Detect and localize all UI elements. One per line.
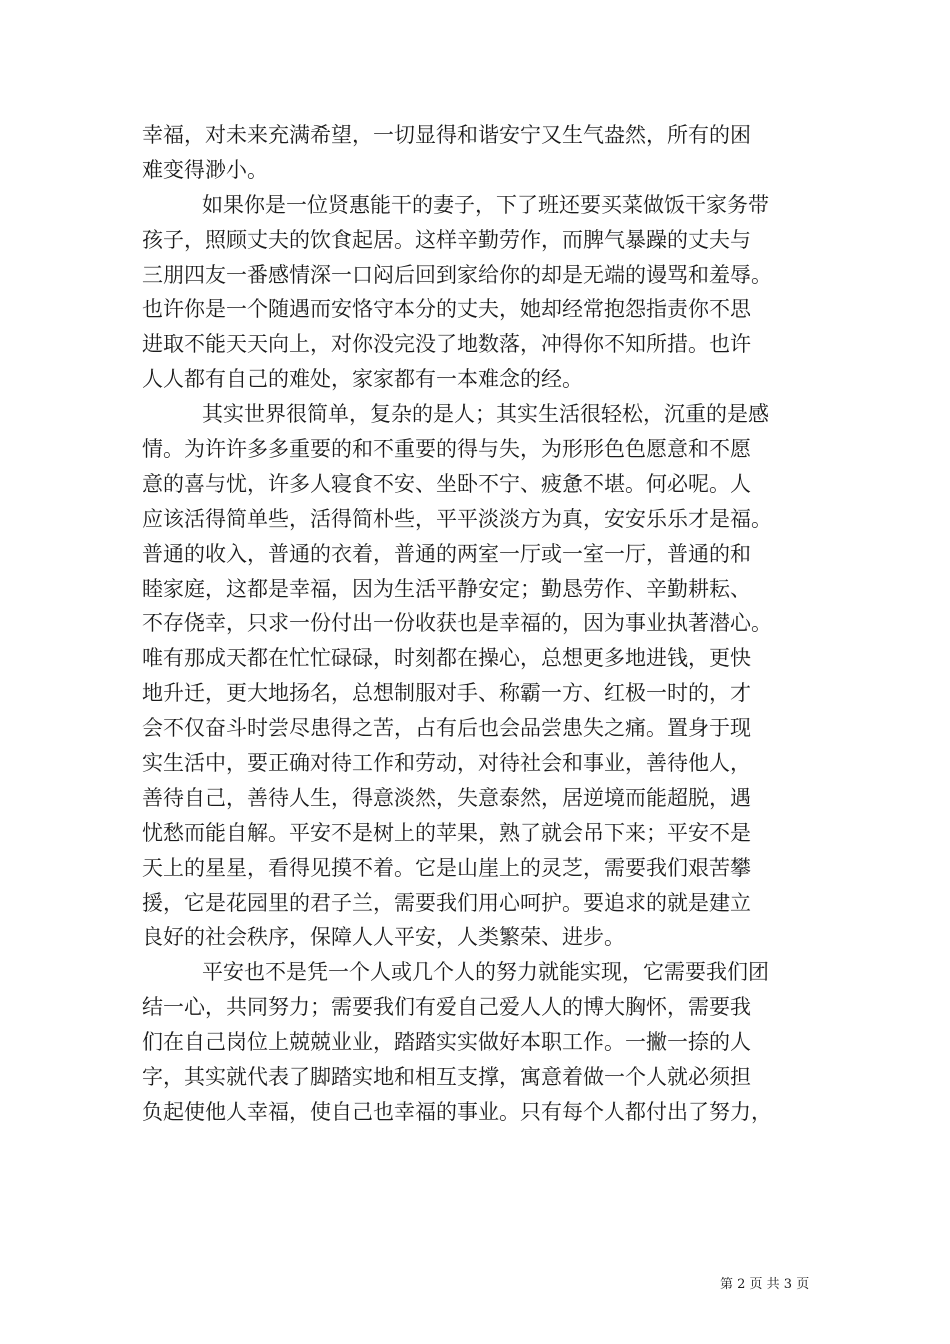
document-body	[142, 118, 812, 1130]
text-line: 人人都有自己的难处，家家都有一本难念的经。	[142, 367, 583, 392]
text-line: 其实世界很简单，复杂的是人；其实生活很轻松，沉重的是感	[202, 402, 769, 427]
text-line: 会不仅奋斗时尝尽患得之苦，占有后也会品尝患失之痛。置身于现	[142, 716, 751, 741]
text-line: 不存侥幸，只求一份付出一份收获也是幸福的，因为事业执著潜心。	[142, 611, 772, 636]
text-line: 们在自己岗位上兢兢业业，踏踏实实做好本职工作。一撇一捺的人	[142, 1030, 751, 1055]
paragraph	[142, 118, 812, 188]
paragraph	[142, 955, 812, 1129]
text-line: 平安也不是凭一个人或几个人的努力就能实现，它需要我们团	[202, 960, 769, 985]
text-line: 也许你是一个随遇而安恪守本分的丈夫，她却经常抱怨指责你不思	[142, 297, 751, 322]
text-line: 忧愁而能自解。平安不是树上的苹果，熟了就会吊下来；平安不是	[142, 820, 751, 845]
text-line: 如果你是一位贤惠能干的妻子，下了班还要买菜做饭干家务带	[202, 192, 769, 217]
text-line: 负起使他人幸福，使自己也幸福的事业。只有每个人都付出了努力，	[142, 1099, 772, 1124]
text-line: 幸福，对未来充满希望，一切显得和谐安宁又生气盎然，所有的困	[142, 123, 751, 147]
text-line: 情。为许许多多重要的和不重要的得与失，为形形色色愿意和不愿	[142, 437, 751, 462]
text-line: 普通的收入，普通的衣着，普通的两室一厅或一室一厅，普通的和	[142, 541, 751, 566]
text-line: 援，它是花园里的君子兰，需要我们用心呵护。要追求的就是建立	[142, 890, 751, 915]
text-line: 睦家庭，这都是幸福，因为生活平静安定；勤恳劳作、辛勤耕耘、	[142, 576, 751, 601]
text-line: 难变得渺小。	[142, 157, 268, 182]
text-line: 三朋四友一番感情深一口闷后回到家给你的却是无端的谩骂和羞辱。	[142, 262, 772, 287]
text-line: 意的喜与忧，许多人寝食不安、坐卧不宁、疲惫不堪。何必呢。人	[142, 471, 751, 496]
text-line: 唯有那成天都在忙忙碌碌，时刻都在操心，总想更多地进钱，更快	[142, 646, 751, 671]
text-line: 字，其实就代表了脚踏实地和相互支撑，寓意着做一个人就必须担	[142, 1065, 751, 1090]
text-line: 善待自己，善待人生，得意淡然，失意泰然，居逆境而能超脱，遇	[142, 785, 751, 810]
text-line: 天上的星星，看得见摸不着。它是山崖上的灵芝，需要我们艰苦攀	[142, 855, 751, 880]
text-line: 孩子，照顾丈夫的饮食起居。这样辛勤劳作，而脾气暴躁的丈夫与	[142, 227, 751, 252]
text-line: 结一心，共同努力；需要我们有爱自己爱人人的博大胸怀，需要我	[142, 995, 751, 1020]
paragraph	[142, 397, 812, 955]
text-line: 实生活中，要正确对待工作和劳动，对待社会和事业，善待他人，	[142, 751, 751, 776]
paragraph	[142, 188, 812, 397]
text-line: 应该活得简单些，活得简朴些，平平淡淡方为真，安安乐乐才是福。	[142, 506, 772, 531]
text-line: 良好的社会秩序，保障人人平安，人类繁荣、进步。	[142, 925, 625, 950]
text-line: 地升迁，更大地扬名，总想制服对手、称霸一方、红极一时的，才	[142, 681, 751, 706]
text-line: 进取不能天天向上，对你没完没了地数落，冲得你不知所措。也许	[142, 332, 751, 357]
page-footer: 第 2 页 共 3 页	[720, 1277, 810, 1292]
